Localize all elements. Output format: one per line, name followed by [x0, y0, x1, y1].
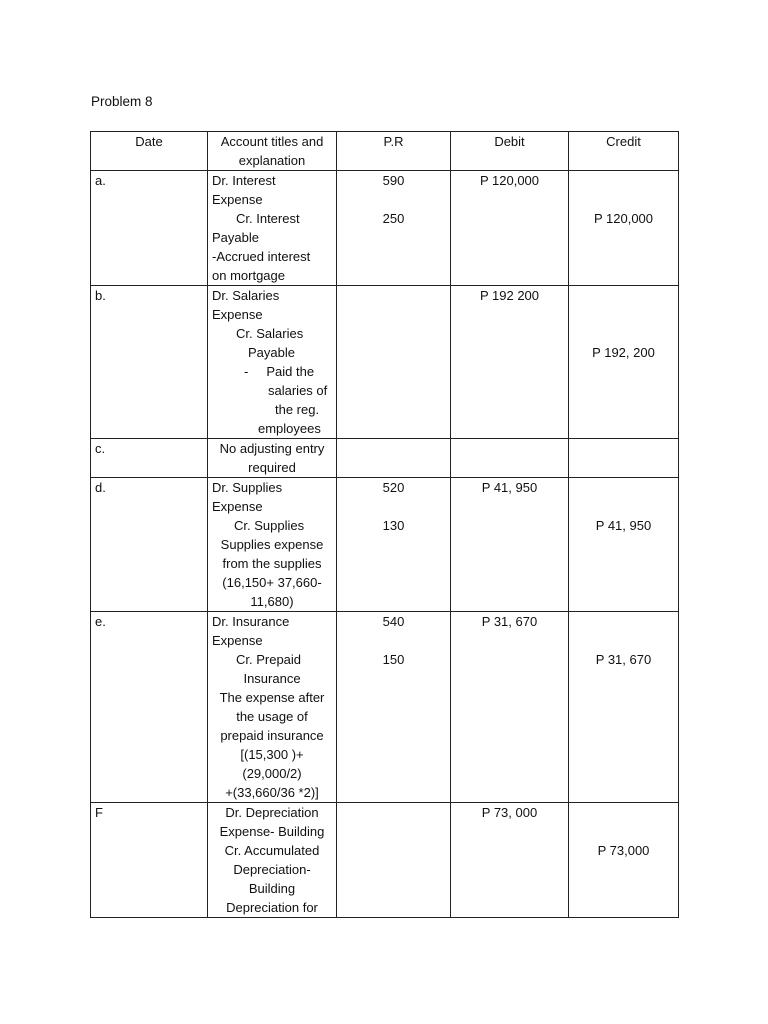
debit-cell: P 192 200: [451, 286, 569, 439]
entry-date: d.: [91, 478, 208, 612]
header-pr: P.R: [337, 132, 451, 171]
debit-cell: P 31, 670: [451, 612, 569, 803]
credit-cell: P 73,000: [569, 803, 679, 918]
table-row: [91, 286, 679, 439]
table-row: [91, 803, 679, 918]
journal-entry-table: [90, 131, 679, 918]
table-row: [91, 171, 679, 286]
credit-cell: P 41, 950: [569, 478, 679, 612]
post-ref-cell: [337, 803, 451, 918]
table-row: [91, 478, 679, 612]
entry-date: F: [91, 803, 208, 918]
post-ref-cell: 520 130: [337, 478, 451, 612]
credit-cell: P 192, 200: [569, 286, 679, 439]
credit-cell: P 31, 670: [569, 612, 679, 803]
entry-date: c.: [91, 439, 208, 478]
post-ref-cell: 540 150: [337, 612, 451, 803]
account-titles-cell: Dr. Interest Expense Cr. Interest Payable -Accrued interest on mortgage: [208, 171, 337, 286]
account-titles-cell: Dr. Insurance Expense Cr. Prepaid Insurance The expense after the usage of prepaid insurance [(15,300 )+ (29,000/2) +(33,660/36 *2)]: [208, 612, 337, 803]
post-ref-cell: [337, 439, 451, 478]
debit-cell: P 41, 950: [451, 478, 569, 612]
header-date: Date: [91, 132, 208, 171]
post-ref-cell: 590 250: [337, 171, 451, 286]
table-row: [91, 439, 679, 478]
account-titles-cell: Dr. Depreciation Expense- Building Cr. Accumulated Depreciation- Building Depreciation for: [208, 803, 337, 918]
account-titles-cell: Dr. Salaries Expense Cr. Salaries Payable - Paid the salaries of the reg. employees: [208, 286, 337, 439]
table-row: [91, 612, 679, 803]
account-titles-cell: No adjusting entry required: [208, 439, 337, 478]
header-debit: Debit: [451, 132, 569, 171]
post-ref-cell: [337, 286, 451, 439]
table-header-row: [91, 132, 679, 171]
header-account-titles: Account titles and explanation: [208, 132, 337, 171]
page-title: Problem 8: [91, 94, 153, 109]
account-titles-cell: Dr. Supplies Expense Cr. Supplies Supplies expense from the supplies (16,150+ 37,660- 11,680): [208, 478, 337, 612]
header-credit: Credit: [569, 132, 679, 171]
debit-cell: P 120,000: [451, 171, 569, 286]
debit-cell: [451, 439, 569, 478]
entry-date: a.: [91, 171, 208, 286]
entry-date: e.: [91, 612, 208, 803]
entry-date: b.: [91, 286, 208, 439]
debit-cell: P 73, 000: [451, 803, 569, 918]
credit-cell: [569, 439, 679, 478]
credit-cell: P 120,000: [569, 171, 679, 286]
